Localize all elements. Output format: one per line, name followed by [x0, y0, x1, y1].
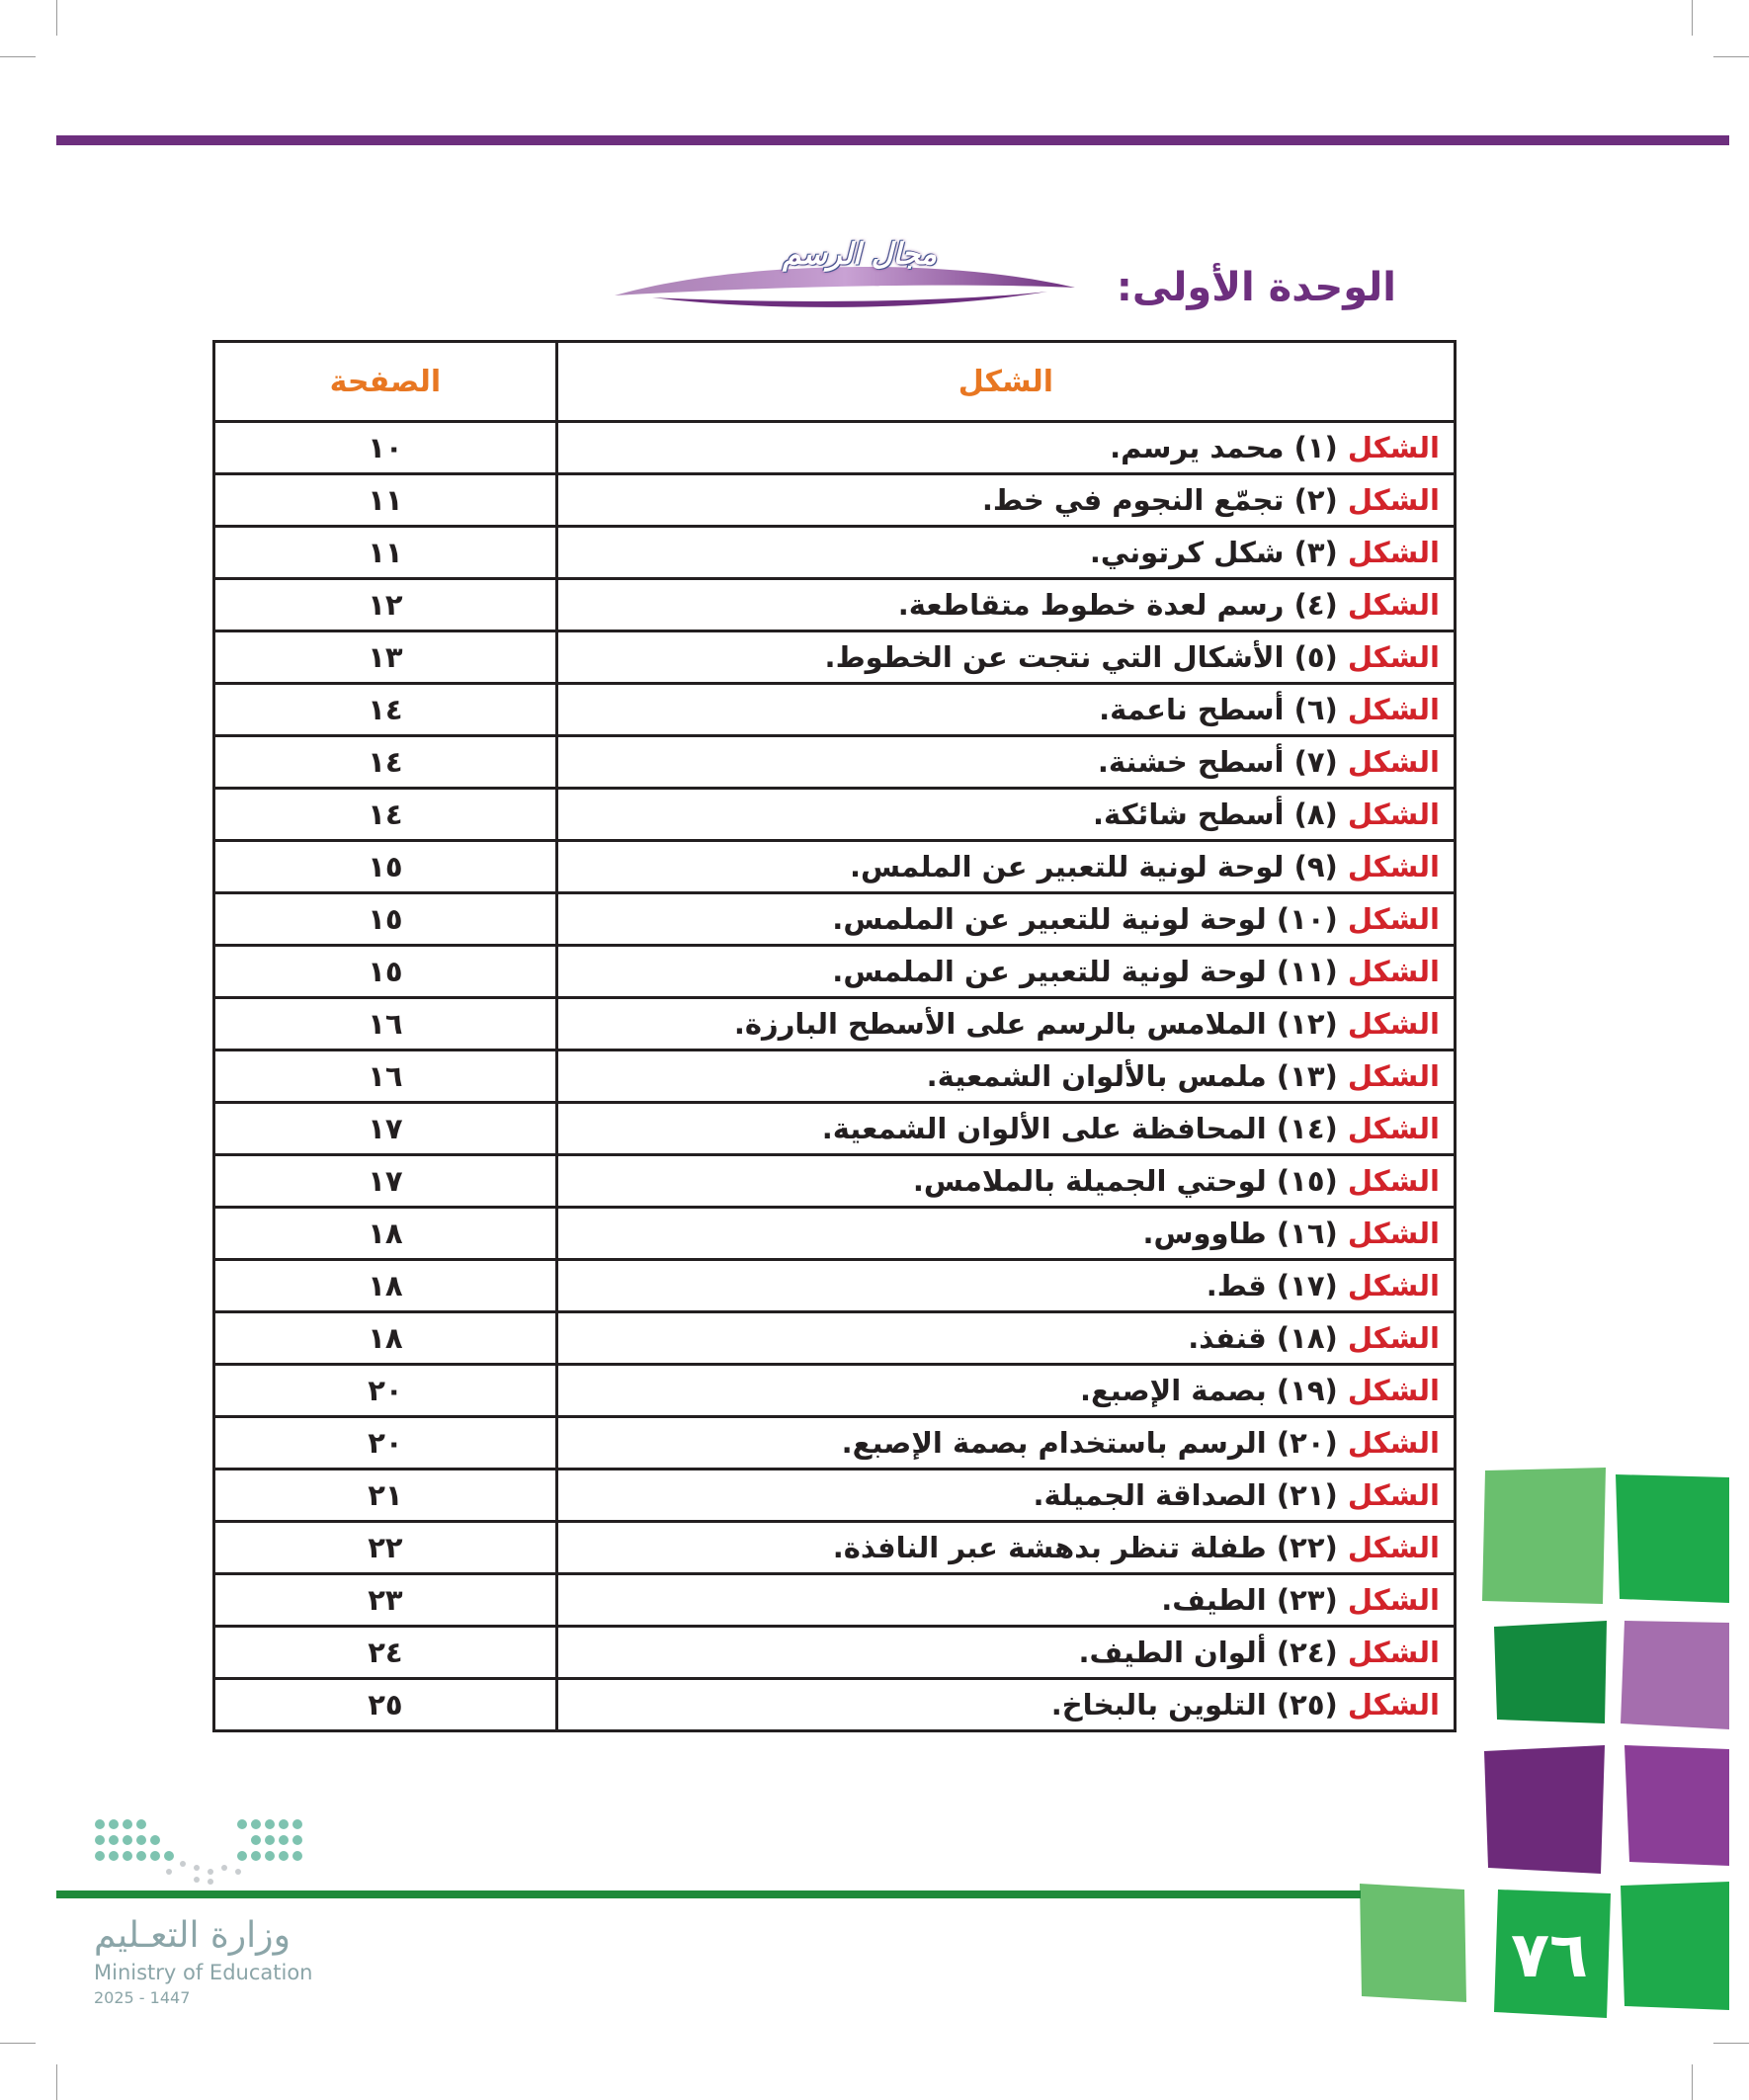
figure-caption: أسطح ناعمة.	[1099, 693, 1285, 726]
page-cell: ١٣	[214, 631, 557, 684]
figure-caption: أسطح خشنة.	[1097, 745, 1285, 779]
figure-caption: الرسم باستخدام بصمة الإصبع.	[841, 1426, 1267, 1460]
table-row	[214, 1208, 1456, 1260]
figure-label: الشكل	[1347, 536, 1440, 569]
table-row	[214, 1103, 1456, 1155]
unit-title: الوحدة الأولى:	[1116, 265, 1396, 310]
decorative-tile	[1616, 1474, 1729, 1603]
figure-cell	[556, 1522, 1455, 1574]
figure-caption: لوحة لونية للتعبير عن الملمس.	[832, 955, 1267, 988]
figure-cell	[556, 422, 1455, 474]
table-body	[214, 422, 1456, 1731]
figure-label: الشكل	[1347, 1164, 1440, 1198]
figure-caption: أسطح شائكة.	[1092, 798, 1285, 831]
figure-caption: لوحة لونية للتعبير عن الملمس.	[850, 850, 1285, 883]
figure-label: الشكل	[1347, 1583, 1440, 1617]
table-row	[214, 1155, 1456, 1208]
crop-mark	[0, 56, 36, 57]
figure-caption: المحافظة على الألوان الشمعية.	[821, 1112, 1267, 1145]
footer-line	[56, 1890, 1361, 1898]
page-cell: ٢١	[214, 1470, 557, 1522]
ministry-name-english: Ministry of Education	[94, 1961, 313, 1984]
page-cell: ١٦	[214, 1050, 557, 1103]
figure-number: (١٢)	[1276, 1007, 1338, 1041]
figure-label: الشكل	[1347, 588, 1440, 622]
figure-cell	[556, 1260, 1455, 1312]
page-cell: ١١	[214, 527, 557, 579]
page-cell: ٢٠	[214, 1417, 557, 1470]
figure-label: الشكل	[1347, 850, 1440, 883]
top-accent-bar	[56, 135, 1729, 145]
table-header-row	[214, 342, 1456, 422]
crop-mark	[1713, 2043, 1749, 2044]
figure-number: (٤)	[1293, 588, 1338, 622]
page-cell: ١٥	[214, 893, 557, 946]
figure-label: الشكل	[1347, 1636, 1440, 1669]
figure-number: (١٠)	[1276, 902, 1338, 936]
figure-label: الشكل	[1347, 1531, 1440, 1564]
figure-caption: ألوان الطيف.	[1078, 1636, 1267, 1669]
crop-mark	[1692, 2064, 1693, 2100]
table-row	[214, 1417, 1456, 1470]
figure-label: الشكل	[1347, 1269, 1440, 1302]
table-row	[214, 1050, 1456, 1103]
table-row	[214, 1470, 1456, 1522]
decorative-tile	[1494, 1621, 1607, 1723]
figure-cell	[556, 736, 1455, 789]
decorative-tile	[1360, 1884, 1466, 2002]
header-page: الصفحة	[214, 342, 557, 422]
page-cell: ٢٣	[214, 1574, 557, 1627]
figure-cell	[556, 1627, 1455, 1679]
figure-number: (٢٣)	[1276, 1583, 1338, 1617]
figure-cell	[556, 998, 1455, 1050]
figure-number: (١٤)	[1276, 1112, 1338, 1145]
figure-caption: طاووس.	[1142, 1217, 1267, 1250]
figure-label: الشكل	[1347, 1688, 1440, 1722]
decorative-tile	[1484, 1745, 1605, 1874]
figure-label: الشكل	[1347, 798, 1440, 831]
figure-cell	[556, 1365, 1455, 1417]
page-cell: ١٢	[214, 579, 557, 631]
decorative-tile	[1482, 1468, 1606, 1604]
figure-cell	[556, 474, 1455, 527]
figure-caption: ملمس بالألوان الشمعية.	[926, 1059, 1267, 1093]
figure-label: الشكل	[1347, 1217, 1440, 1250]
table-row	[214, 1312, 1456, 1365]
figure-label: الشكل	[1347, 693, 1440, 726]
table-row	[214, 579, 1456, 631]
figure-number: (١٣)	[1276, 1059, 1338, 1093]
crop-mark	[1692, 0, 1693, 36]
figure-label: الشكل	[1347, 1112, 1440, 1145]
figure-caption: لوحتي الجميلة بالملامس.	[912, 1164, 1267, 1198]
page-cell: ١٥	[214, 841, 557, 893]
figure-caption: محمد يرسم.	[1110, 431, 1285, 464]
figure-number: (٣)	[1293, 536, 1338, 569]
figure-number: (٨)	[1293, 798, 1338, 831]
page-cell: ١٤	[214, 684, 557, 736]
figure-caption: تجمّع النجوم في خط.	[981, 483, 1285, 517]
table-row	[214, 789, 1456, 841]
decorative-tile	[1621, 1882, 1729, 2010]
figure-number: (١١)	[1276, 955, 1338, 988]
figure-label: الشكل	[1347, 1478, 1440, 1512]
table-row	[214, 1574, 1456, 1627]
table-row	[214, 422, 1456, 474]
figure-caption: الأشكال التي نتجت عن الخطوط.	[824, 640, 1285, 674]
page-cell: ١٠	[214, 422, 557, 474]
figure-caption: التلوين بالبخاخ.	[1050, 1688, 1267, 1722]
figure-label: الشكل	[1347, 955, 1440, 988]
figure-number: (١٩)	[1276, 1374, 1338, 1407]
figure-cell	[556, 684, 1455, 736]
figure-number: (١٧)	[1276, 1269, 1338, 1302]
figure-cell	[556, 1312, 1455, 1365]
page-cell: ١٦	[214, 998, 557, 1050]
domain-label: مجال الرسم	[783, 237, 937, 272]
figure-number: (١٦)	[1276, 1217, 1338, 1250]
table-row	[214, 1522, 1456, 1574]
figure-cell	[556, 789, 1455, 841]
table-row	[214, 1627, 1456, 1679]
page-cell: ٢٢	[214, 1522, 557, 1574]
figure-cell	[556, 1679, 1455, 1731]
figure-number: (٢)	[1293, 483, 1338, 517]
page-cell: ١٨	[214, 1208, 557, 1260]
table-row	[214, 841, 1456, 893]
figure-label: الشكل	[1347, 745, 1440, 779]
table-row	[214, 946, 1456, 998]
figure-cell	[556, 893, 1455, 946]
page-cell: ١٧	[214, 1103, 557, 1155]
table-row	[214, 893, 1456, 946]
page-cell: ١٧	[214, 1155, 557, 1208]
figure-cell	[556, 1103, 1455, 1155]
table-row	[214, 631, 1456, 684]
figure-caption: الملامس بالرسم على الأسطح البارزة.	[733, 1007, 1267, 1041]
ministry-logo-dots-icon	[94, 1816, 311, 1886]
page-cell: ٢٥	[214, 1679, 557, 1731]
figure-caption: رسم لعدة خطوط متقاطعة.	[897, 588, 1285, 622]
page-cell: ٢٠	[214, 1365, 557, 1417]
decorative-tile	[1621, 1621, 1729, 1729]
figure-number: (١)	[1293, 431, 1338, 464]
page-number: ٧٦	[1510, 1919, 1589, 1992]
crop-mark	[56, 2064, 57, 2100]
crop-mark	[56, 0, 57, 36]
figure-cell	[556, 1155, 1455, 1208]
crop-mark	[1713, 56, 1749, 57]
figure-number: (٢٠)	[1276, 1426, 1338, 1460]
figure-cell	[556, 841, 1455, 893]
figure-cell	[556, 946, 1455, 998]
figure-label: الشكل	[1347, 483, 1440, 517]
figure-cell	[556, 1574, 1455, 1627]
page-cell: ١٤	[214, 736, 557, 789]
figure-number: (٦)	[1293, 693, 1338, 726]
figure-number: (١٥)	[1276, 1164, 1338, 1198]
table-row	[214, 1365, 1456, 1417]
figure-label: الشكل	[1347, 431, 1440, 464]
page-cell: ١٤	[214, 789, 557, 841]
page-cell: ٢٤	[214, 1627, 557, 1679]
figure-cell	[556, 527, 1455, 579]
figure-caption: شكل كرتوني.	[1089, 536, 1285, 569]
table-row	[214, 736, 1456, 789]
table-row	[214, 1679, 1456, 1731]
figure-number: (٧)	[1293, 745, 1338, 779]
page-cell: ١٨	[214, 1312, 557, 1365]
page-cell: ١٨	[214, 1260, 557, 1312]
figure-cell	[556, 631, 1455, 684]
figure-label: الشكل	[1347, 1007, 1440, 1041]
figure-number: (٩)	[1293, 850, 1338, 883]
figure-number: (٢٢)	[1276, 1531, 1338, 1564]
figure-label: الشكل	[1347, 1426, 1440, 1460]
page-cell: ١١	[214, 474, 557, 527]
table-row	[214, 684, 1456, 736]
figure-number: (٥)	[1293, 640, 1338, 674]
table-row	[214, 1260, 1456, 1312]
ministry-name-arabic: وزارة التعـليم	[94, 1915, 291, 1956]
figure-cell	[556, 1417, 1455, 1470]
table-row	[214, 527, 1456, 579]
figure-cell	[556, 579, 1455, 631]
figure-label: الشكل	[1347, 1374, 1440, 1407]
figure-caption: لوحة لونية للتعبير عن الملمس.	[832, 902, 1267, 936]
figure-cell	[556, 1470, 1455, 1522]
figure-caption: قنفذ.	[1188, 1321, 1267, 1355]
ministry-year: 2025 - 1447	[94, 1988, 191, 2007]
figure-label: الشكل	[1347, 640, 1440, 674]
figure-caption: الصداقة الجميلة.	[1033, 1478, 1267, 1512]
figure-label: الشكل	[1347, 1321, 1440, 1355]
figure-cell	[556, 1208, 1455, 1260]
figure-label: الشكل	[1347, 902, 1440, 936]
figure-label: الشكل	[1347, 1059, 1440, 1093]
figure-number: (٢١)	[1276, 1478, 1338, 1512]
figure-caption: قط.	[1206, 1269, 1267, 1302]
figure-caption: الطيف.	[1161, 1583, 1267, 1617]
table-row	[214, 998, 1456, 1050]
header-figure: الشكل	[556, 342, 1455, 422]
figure-number: (٢٥)	[1276, 1688, 1338, 1722]
figure-cell	[556, 1050, 1455, 1103]
figures-table	[212, 340, 1457, 1732]
figure-caption: طفلة تنظر بدهشة عبر النافذة.	[832, 1531, 1267, 1564]
page-cell: ١٥	[214, 946, 557, 998]
table-row	[214, 474, 1456, 527]
crop-mark	[0, 2043, 36, 2044]
figure-caption: بصمة الإصبع.	[1079, 1374, 1267, 1407]
figure-number: (١٨)	[1276, 1321, 1338, 1355]
decorative-tile	[1624, 1745, 1729, 1866]
figure-number: (٢٤)	[1276, 1636, 1338, 1669]
